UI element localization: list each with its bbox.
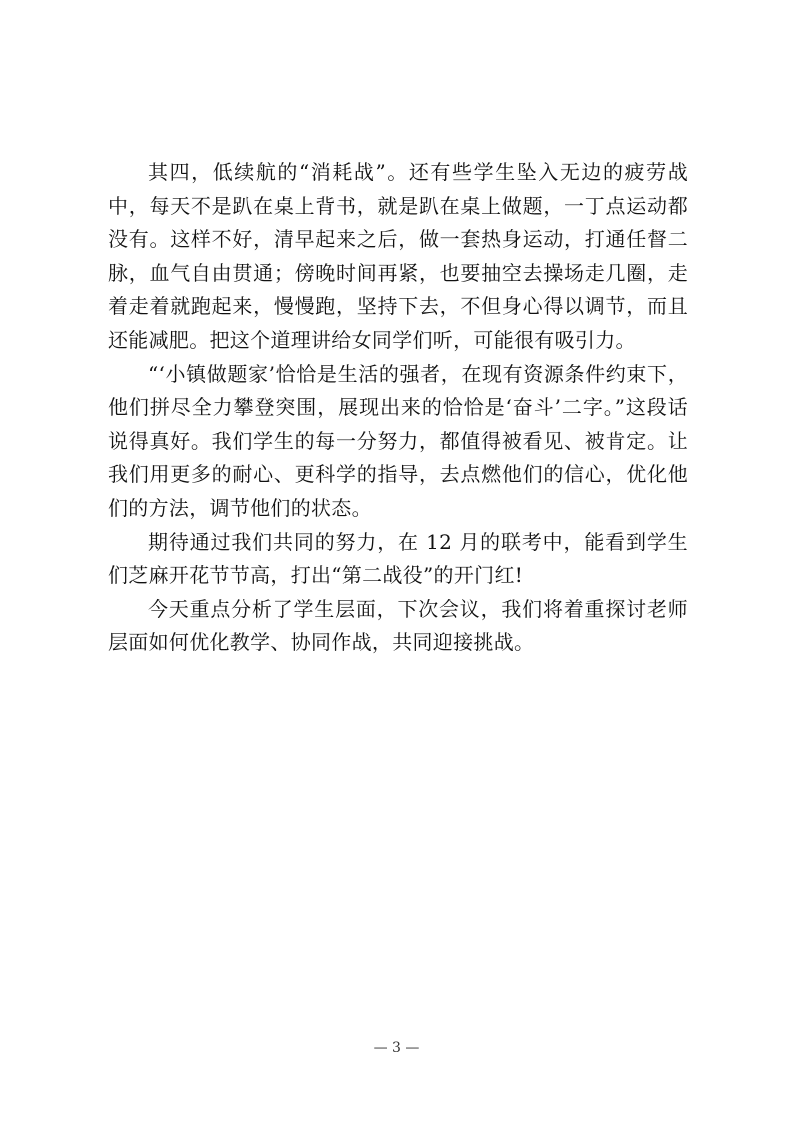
paragraph-1: 其四，低续航的“消耗战”。还有些学生坠入无边的疲劳战中，每天不是趴在桌上背书，就是趴在桌上做题，一丁点运动都没有。这样不好，清早起来之后，做一套热身运动，打通任督二脉，血气自由贯通；傍晚时间再紧，也要抽空去操场走几圈，走着走着就跑起来，慢慢跑，坚持下去，不但身心得以调节，而且还能减肥。把这个道理讲给女同学们听，可能很有吸引力。 [108, 160, 688, 352]
paragraph-2: “‘小镇做题家’恰恰是生活的强者，在现有资源条件约束下，他们拼尽全力攀登突围，展现出来的恰恰是‘奋斗’二字。”这段话说得真好。我们学生的每一分努力，都值得被看见、被肯定。让我们用更多的耐心、更科学的指导，去点燃他们的信心，优化他们的方法，调节他们的状态。 [108, 361, 688, 520]
document-body [108, 156, 688, 660]
paragraph-3: 期待通过我们共同的努力，在 12 月的联考中，能看到学生们芝麻开花节节高，打出“第二战役”的开门红! [108, 529, 688, 588]
paragraph-4: 今天重点分析了学生层面，下次会议，我们将着重探讨老师层面如何优化教学、协同作战，共同迎接挑战。 [108, 596, 688, 655]
page-number: — 3 — [373, 1040, 420, 1056]
